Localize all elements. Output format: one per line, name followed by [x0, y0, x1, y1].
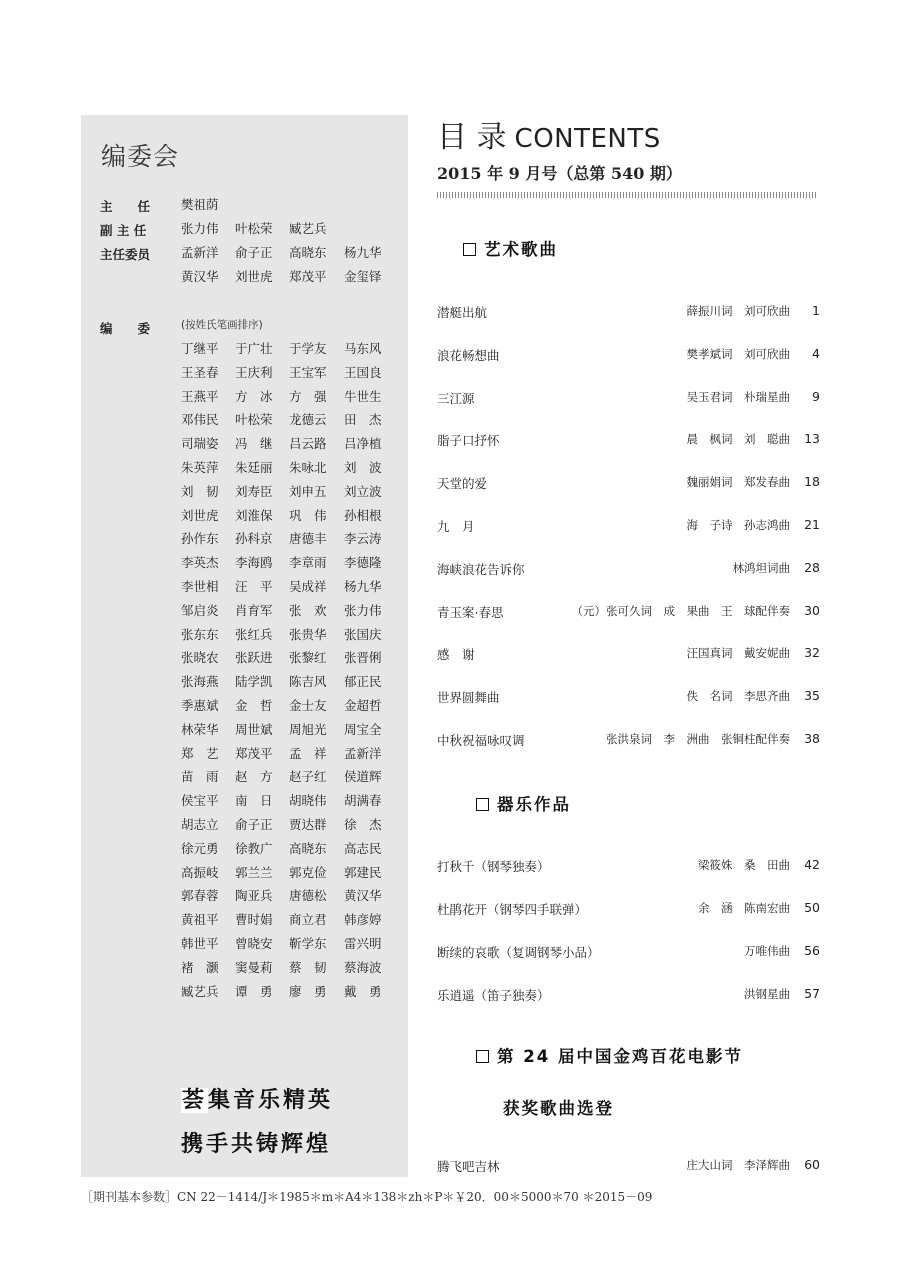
board-name: 巩 伟 — [289, 507, 327, 523]
board-name: 樊祖荫 — [181, 197, 219, 212]
board-name: 侯道辉 — [344, 769, 382, 785]
board-name: 龙德云 — [289, 412, 327, 428]
board-name: 李英杰 — [181, 555, 219, 571]
board-name: 刘淮保 — [235, 507, 273, 523]
board-name: 司瑞姿 — [181, 436, 219, 452]
board-name: 林荣华 — [181, 721, 219, 737]
board-name: 张红兵 — [235, 626, 273, 642]
board-name: 王圣春 — [181, 364, 219, 380]
board-name: 郑 艺 — [181, 745, 219, 761]
board-name: 李世相 — [181, 578, 219, 594]
checkbox-square-icon — [463, 243, 476, 256]
board-name: 黄祖平 — [181, 912, 219, 928]
slogan-highlight: 荟 — [182, 1088, 208, 1113]
board-name: 唐德松 — [289, 888, 327, 904]
board-name: 孟新洋 — [181, 245, 219, 260]
board-name: 马东风 — [344, 341, 382, 356]
toc-entry — [437, 731, 820, 751]
board-name: 郭建民 — [344, 864, 382, 880]
toc-entry — [437, 474, 820, 494]
board-name: 赵 方 — [235, 769, 273, 785]
board-name: 俞子正 — [235, 816, 273, 832]
entry-credits: 庄大山词 李泽辉曲 — [686, 1158, 790, 1172]
entry-page: 28 — [804, 560, 820, 575]
entry-page: 4 — [812, 346, 820, 361]
entry-page: 30 — [804, 603, 820, 618]
entry-page: 60 — [804, 1157, 820, 1172]
toc-entry — [437, 1157, 820, 1177]
entry-credits: 魏丽娟词 郑发春曲 — [686, 475, 790, 489]
board-name: 褚 灏 — [181, 959, 219, 975]
board-name: 孟新洋 — [344, 745, 382, 761]
director-names — [181, 193, 406, 217]
board-name: 周世斌 — [235, 721, 273, 737]
board-name: 张黎红 — [289, 650, 327, 666]
entry-credits: 万唯伟曲 — [744, 944, 790, 958]
board-name: 郑茂平 — [235, 745, 273, 761]
board-name: 张晓农 — [181, 650, 219, 666]
board-name: 叶松荣 — [235, 221, 273, 236]
entry-page: 32 — [804, 645, 820, 660]
board-name: 戴 勇 — [344, 983, 382, 999]
board-name: 刘立波 — [344, 483, 382, 499]
role-label-vice-director: 副 主 任 — [100, 223, 147, 238]
entry-credits: 余 涵 陈南宏曲 — [698, 901, 790, 915]
section-heading-text: 艺术歌曲 — [484, 240, 558, 259]
board-name: 孙作东 — [181, 531, 219, 547]
journal-parameters-footer: ［期刊基本参数］CN 22－1414/J＊1985＊m＊A4＊138＊zh＊P＊￥20．00＊5000＊70 ＊2015－09 — [81, 1190, 653, 1204]
board-name: 周旭光 — [289, 721, 327, 737]
toc-entry — [437, 389, 820, 409]
section-heading-text: 器乐作品 — [497, 795, 571, 814]
board-name: 吕云路 — [289, 436, 327, 452]
board-name: 谭 勇 — [235, 983, 273, 999]
entry-credits: 梁筱姝 桑 田曲 — [698, 858, 790, 872]
board-name: 蔡海波 — [344, 959, 382, 975]
board-name: 王宝军 — [289, 364, 327, 380]
entry-title: 天堂的爱 — [437, 476, 488, 491]
board-name: 刘世虎 — [235, 268, 273, 284]
slogan-line-2: 携手共铸辉煌 — [181, 1132, 332, 1157]
board-name: 苗 雨 — [181, 769, 219, 785]
entry-page: 1 — [812, 303, 820, 318]
board-name: 冯 继 — [235, 436, 273, 452]
checkbox-square-icon — [476, 1050, 489, 1063]
toc-title-cn: 目 录 — [437, 120, 507, 155]
board-name: 张贵华 — [289, 626, 327, 642]
issue-info: 2015 年 9 月号（总第 540 期） — [437, 164, 682, 183]
board-name: 朱廷丽 — [235, 459, 273, 475]
entry-credits: （元）张可久词 成 果曲 王 球配伴奏 — [571, 604, 790, 618]
title-divider — [437, 192, 818, 198]
board-name: 刘申五 — [289, 483, 327, 499]
toc-entry — [437, 688, 820, 708]
board-name: 周宝全 — [344, 721, 382, 737]
board-name: 郭兰兰 — [235, 864, 273, 880]
role-label-editors: 编 委 — [100, 321, 151, 336]
entry-page: 21 — [804, 517, 820, 532]
toc-entry — [437, 303, 820, 323]
board-name: 王国良 — [344, 364, 382, 380]
entry-title: 潜艇出航 — [437, 305, 488, 320]
role-label-committee: 主任委员 — [100, 247, 151, 262]
board-title: 编委会 — [101, 142, 180, 171]
board-name: 刘 波 — [344, 459, 382, 475]
board-name: 杨九华 — [344, 578, 382, 594]
board-name: 俞子正 — [235, 245, 273, 260]
board-name: 王庆利 — [235, 364, 273, 380]
toc-entry — [437, 943, 820, 963]
board-name: 曾晓安 — [235, 935, 273, 951]
board-name: 汪 平 — [235, 578, 273, 594]
editorial-board-panel — [81, 115, 408, 1177]
toc-entry — [437, 431, 820, 451]
entry-page: 35 — [804, 688, 820, 703]
entry-title: 浪花畅想曲 — [437, 348, 500, 363]
board-name: 张 欢 — [289, 602, 327, 618]
entry-page: 56 — [804, 943, 820, 958]
board-name: 张力伟 — [344, 602, 382, 618]
board-name: 廖 勇 — [289, 983, 327, 999]
board-name: 金 哲 — [235, 697, 273, 713]
editors-names — [181, 337, 406, 1003]
entry-title: 世界圆舞曲 — [437, 690, 500, 705]
board-name: 高晓东 — [289, 245, 327, 260]
board-name: 朱咏北 — [289, 459, 327, 475]
board-name: 赵子红 — [289, 769, 327, 785]
entry-title: 海峡浪花告诉你 — [437, 562, 525, 577]
board-name: 臧艺兵 — [181, 983, 219, 999]
board-name: 孟 祥 — [289, 745, 327, 761]
entry-credits: 林鸿坦词曲 — [732, 561, 790, 575]
entry-title: 打秋千（钢琴独奏） — [437, 859, 550, 874]
board-name: 丁继平 — [181, 341, 219, 356]
slogan-line-1-rest: 集音乐精英 — [208, 1088, 334, 1113]
board-name: 徐 杰 — [344, 816, 382, 832]
board-name: 金超哲 — [344, 697, 382, 713]
board-name: 李章雨 — [289, 555, 327, 571]
board-name: 刘世虎 — [181, 507, 219, 523]
entry-page: 50 — [804, 900, 820, 915]
entry-title: 青玉案·春思 — [437, 605, 504, 620]
board-name: 牛世生 — [344, 388, 382, 404]
entry-title: 九 月 — [437, 519, 475, 534]
board-name: 高晓东 — [289, 840, 327, 856]
toc-entry — [437, 900, 820, 920]
toc-title — [437, 112, 661, 156]
entry-title: 腾飞吧吉林 — [437, 1159, 500, 1174]
board-name: 商立君 — [289, 912, 327, 928]
board-name: 张力伟 — [181, 221, 219, 236]
section-heading-art-songs — [463, 236, 558, 260]
board-name: 肖育军 — [235, 602, 273, 618]
entry-page: 13 — [804, 431, 820, 446]
board-name: 刘 韧 — [181, 483, 219, 499]
vice-director-names — [181, 217, 406, 241]
board-name: 靳学东 — [289, 935, 327, 951]
board-name: 胡满春 — [344, 793, 382, 809]
entry-credits: 佚 名词 李思齐曲 — [686, 689, 790, 703]
toc-entry — [437, 560, 820, 580]
board-name: 贾达群 — [289, 816, 327, 832]
entry-title: 中秋祝福咏叹调 — [437, 733, 525, 748]
board-name: 陆学凯 — [235, 674, 273, 690]
board-name: 侯宝平 — [181, 793, 219, 809]
board-name: 邹启炎 — [181, 602, 219, 618]
entry-credits: 洪钢星曲 — [744, 987, 790, 1001]
board-name: 徐教广 — [235, 840, 273, 856]
toc-entry — [437, 346, 820, 366]
board-name: 郭春蓉 — [181, 888, 219, 904]
board-name: 陈吉风 — [289, 674, 327, 690]
entry-title: 断续的哀歌（复调钢琴小品） — [437, 945, 600, 960]
board-name: 张海燕 — [181, 674, 219, 690]
toc-title-en: CONTENTS — [514, 124, 661, 154]
board-name: 唐德丰 — [289, 531, 327, 547]
toc-entry — [437, 603, 820, 623]
entry-page: 18 — [804, 474, 820, 489]
board-name: 邓伟民 — [181, 412, 219, 428]
board-name: 郭克俭 — [289, 864, 327, 880]
section-heading-instrumental — [476, 791, 571, 815]
board-name: 李德隆 — [344, 555, 382, 571]
slogan-line-1 — [181, 1083, 333, 1114]
board-name: 张跃进 — [235, 650, 273, 666]
board-name: 杨九华 — [344, 245, 382, 260]
entry-title: 三江源 — [437, 391, 475, 406]
toc-entry — [437, 986, 820, 1006]
board-name: 金士友 — [289, 697, 327, 713]
entry-title: 感 谢 — [437, 647, 475, 662]
board-name: 黄汉华 — [344, 888, 382, 904]
board-name: 高振岐 — [181, 864, 219, 880]
board-name: 吕净植 — [344, 436, 382, 452]
entry-credits: 薛振川词 刘可欣曲 — [686, 304, 790, 318]
board-name: 韩世平 — [181, 935, 219, 951]
section-heading-text: 第 24 届中国金鸡百花电影节 — [497, 1047, 743, 1066]
entry-page: 42 — [804, 857, 820, 872]
board-name: 叶松荣 — [235, 412, 273, 428]
entry-credits: 张洪泉词 李 洲曲 张铜柱配伴奏 — [606, 732, 790, 746]
section-subheading-film-festival: 获奖歌曲选登 — [503, 1099, 614, 1118]
board-name: 高志民 — [344, 840, 382, 856]
entry-credits: 樊孝斌词 刘可欣曲 — [686, 347, 790, 361]
board-name: 方 强 — [289, 388, 327, 404]
board-name: 李海鸥 — [235, 555, 273, 571]
entry-credits: 吴玉君词 朴瑞星曲 — [686, 390, 790, 404]
board-name: 王燕平 — [181, 388, 219, 404]
board-name: 于广壮 — [235, 341, 273, 356]
board-name: 黄汉华 — [181, 268, 219, 284]
board-name: 于学友 — [289, 341, 327, 356]
board-name: 刘寿臣 — [235, 483, 273, 499]
board-name: 臧艺兵 — [289, 221, 327, 236]
board-name: 朱英萍 — [181, 459, 219, 475]
board-name: 张晋俐 — [344, 650, 382, 666]
entry-credits: 汪国真词 戴安妮曲 — [686, 646, 790, 660]
board-name: 吴成祥 — [289, 578, 327, 594]
entry-title: 杜鹃花开（钢琴四手联弹） — [437, 902, 588, 917]
board-name: 曹时娟 — [235, 912, 273, 928]
entry-title: 乐逍遥（笛子独奏） — [437, 988, 550, 1003]
entry-title: 脂子口抒怀 — [437, 433, 500, 448]
entry-credits: 晨 枫词 刘 聪曲 — [686, 432, 790, 446]
board-name: 方 冰 — [235, 388, 273, 404]
section-heading-film-festival — [476, 1043, 743, 1067]
board-name: 窦曼莉 — [235, 959, 273, 975]
board-name: 季惠斌 — [181, 697, 219, 713]
board-name: 南 日 — [235, 793, 273, 809]
toc-entry — [437, 857, 820, 877]
committee-names — [181, 241, 406, 289]
board-name: 金玺铎 — [344, 268, 382, 284]
board-name: 陶亚兵 — [235, 888, 273, 904]
entry-credits: 海 子诗 孙志鸿曲 — [686, 518, 790, 532]
board-name: 郑茂平 — [289, 268, 327, 284]
editors-sort-note: (按姓氏笔画排序) — [181, 319, 263, 331]
checkbox-square-icon — [476, 798, 489, 811]
board-name: 田 杰 — [344, 412, 382, 428]
entry-page: 38 — [804, 731, 820, 746]
board-name: 孙科京 — [235, 531, 273, 547]
toc-entry — [437, 645, 820, 665]
board-name: 胡晓伟 — [289, 793, 327, 809]
board-name: 胡志立 — [181, 816, 219, 832]
board-name: 雷兴明 — [344, 935, 382, 951]
board-name: 蔡 韧 — [289, 959, 327, 975]
board-name: 徐元勇 — [181, 840, 219, 856]
entry-page: 9 — [812, 389, 820, 404]
board-name: 郁正民 — [344, 674, 382, 690]
role-label-director: 主 任 — [100, 199, 151, 214]
board-name: 李云涛 — [344, 531, 382, 547]
board-name: 韩彦婷 — [344, 912, 382, 928]
board-name: 张国庆 — [344, 626, 382, 642]
board-name: 张东东 — [181, 626, 219, 642]
toc-entry — [437, 517, 820, 537]
entry-page: 57 — [804, 986, 820, 1001]
board-name: 孙相根 — [344, 507, 382, 523]
